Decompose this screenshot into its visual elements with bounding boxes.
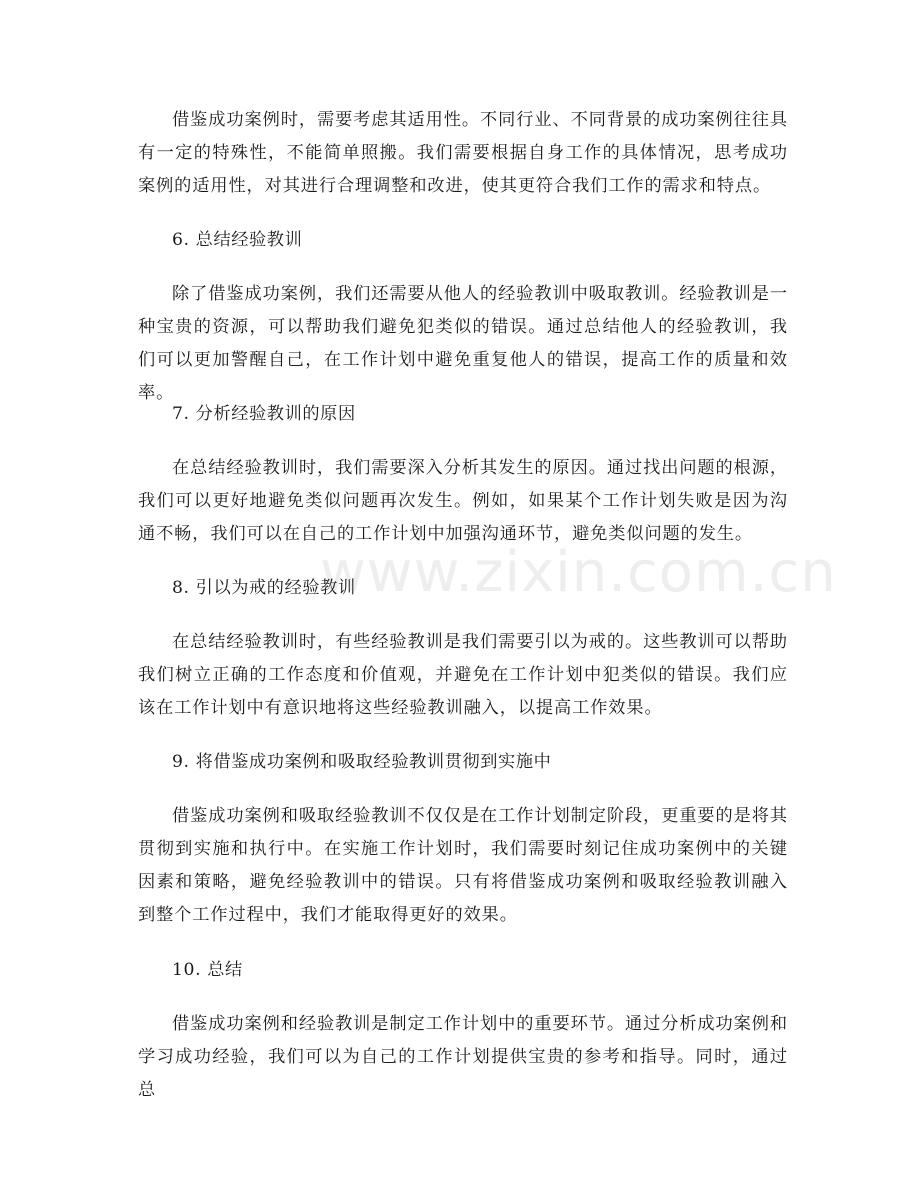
section-heading: 8. 引以为戒的经验教训 [172, 578, 356, 598]
paragraph: 在总结经验教训时，我们需要深入分析其发生的原因。通过找出问题的根源，我们可以更好地避免类似问题再次发生。例如，如果某个工作计划失败是因为沟通不畅，我们可以在自己的工作计划中加强沟通环节，避免类似问题的发生。 [138, 458, 788, 544]
section-heading: 6. 总结经验教训 [172, 230, 303, 250]
section-heading: 10. 总结 [172, 960, 243, 980]
section-heading: 7. 分析经验教训的原因 [172, 404, 356, 424]
paragraph: 在总结经验教训时，有些经验教训是我们需要引以为戒的。这些教训可以帮助我们树立正确的工作态度和价值观，并避免在工作计划中犯类似的错误。我们应该在工作计划中有意识地将这些经验教训融入，以提高工作效果。 [138, 632, 788, 718]
watermark: www.zixin.com.cn [320, 540, 837, 605]
paragraph: 借鉴成功案例时，需要考虑其适用性。不同行业、不同背景的成功案例往往具有一定的特殊性，不能简单照搬。我们需要根据自身工作的具体情况，思考成功案例的适用性，对其进行合理调整和改进，使其更符合我们工作的需求和特点。 [138, 110, 788, 196]
paragraph: 除了借鉴成功案例，我们还需要从他人的经验教训中吸取教训。经验教训是一种宝贵的资源，可以帮助我们避免犯类似的错误。通过总结他人的经验教训，我们可以更加警醒自己，在工作计划中避免重复他人的错误，提高工作的质量和效率。 [138, 284, 788, 403]
section-heading: 9. 将借鉴成功案例和吸取经验教训贯彻到实施中 [172, 752, 552, 772]
paragraph: 借鉴成功案例和吸取经验教训不仅仅是在工作计划制定阶段，更重要的是将其贯彻到实施和执行中。在实施工作计划时，我们需要时刻记住成功案例中的关键因素和策略，避免经验教训中的错误。只有将借鉴成功案例和吸取经验教训融入到整个工作过程中，我们才能取得更好的效果。 [138, 806, 788, 925]
paragraph: 借鉴成功案例和经验教训是制定工作计划中的重要环节。通过分析成功案例和学习成功经验，我们可以为自己的工作计划提供宝贵的参考和指导。同时，通过总 [138, 1014, 788, 1100]
